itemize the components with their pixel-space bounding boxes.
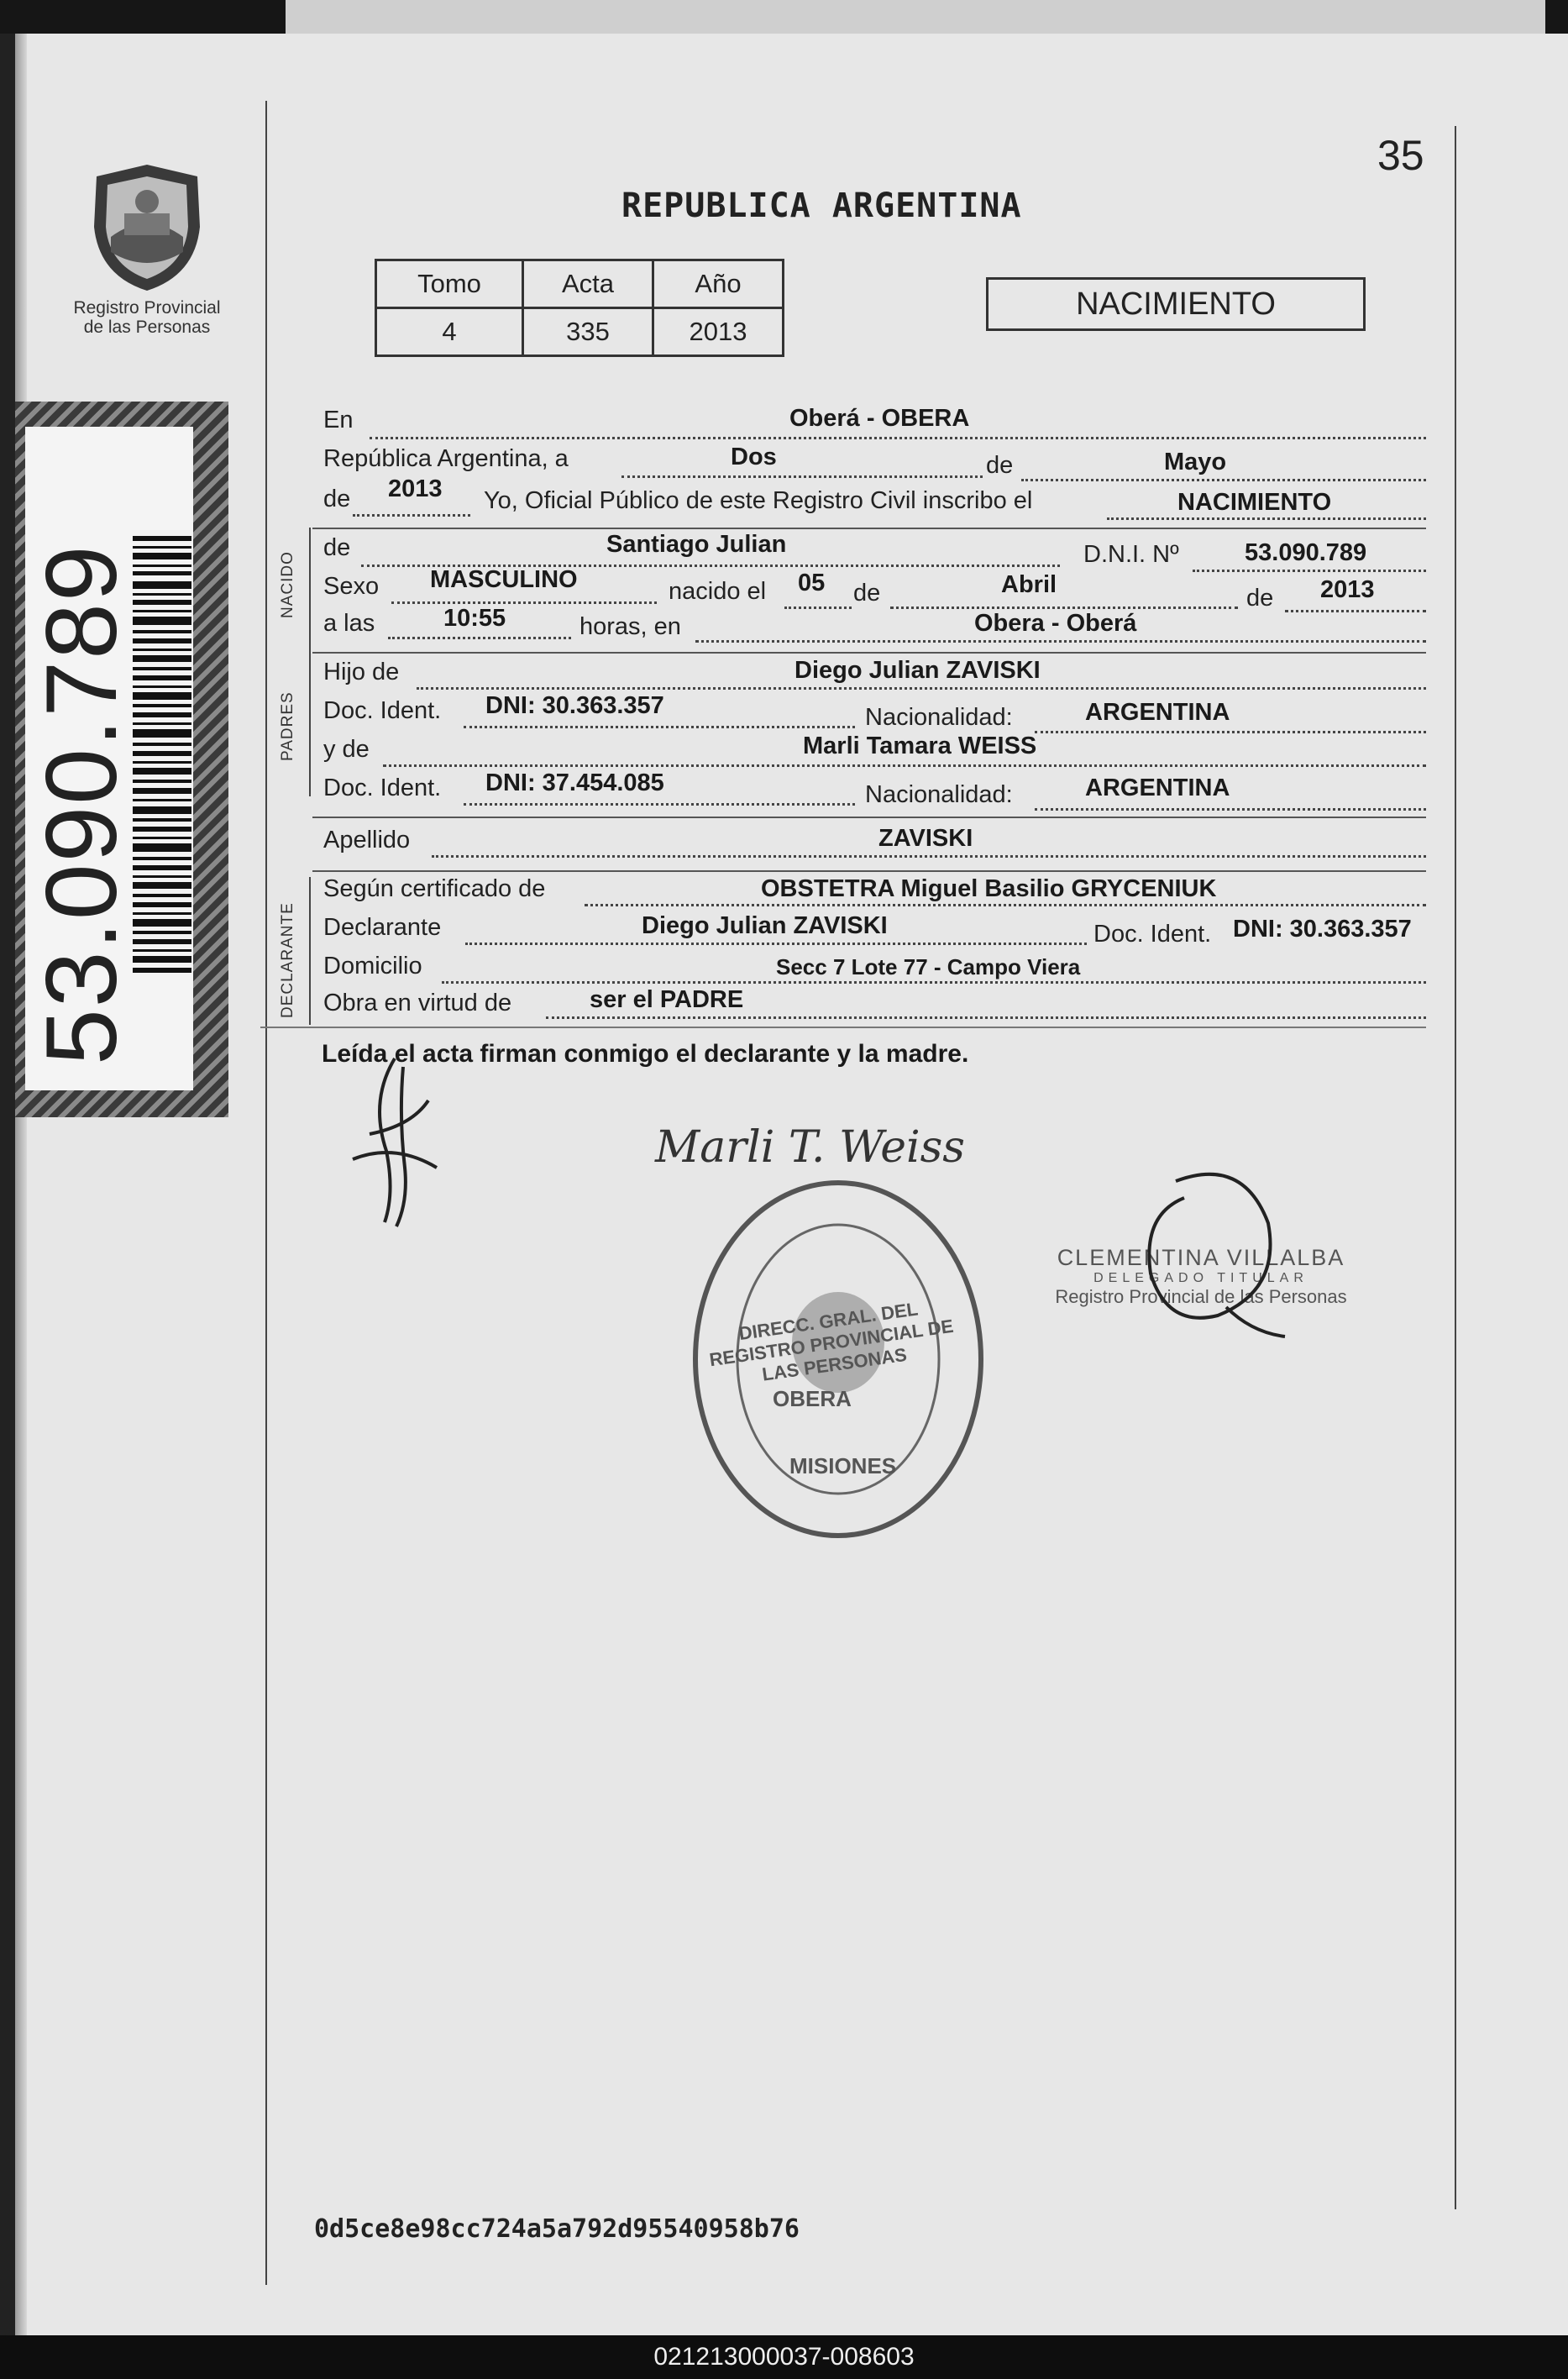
table-value-anio: 2013 <box>653 308 784 356</box>
inscription-type: NACIMIENTO <box>1177 489 1332 516</box>
section-divider <box>312 817 1426 818</box>
en-label: En <box>323 407 354 433</box>
declarante-name: Diego Julian ZAVISKI <box>642 912 888 939</box>
declarante-doc-label: Doc. Ident. <box>1093 921 1212 948</box>
father-nationality-label: Nacionalidad: <box>865 704 1013 731</box>
dotted-line <box>464 803 855 806</box>
declarant-signature-icon <box>336 1050 454 1235</box>
place-value: Oberá - OBERA <box>789 405 970 432</box>
mother-name: Marli Tamara WEISS <box>803 733 1037 759</box>
section-divider <box>260 1027 1426 1028</box>
officer-role: DELEGADO TITULAR <box>1093 1271 1308 1285</box>
section-label-nacido: NACIDO <box>279 551 296 618</box>
certificado-value: OBSTETRA Miguel Basilio GRYCENIUK <box>761 875 1217 902</box>
dotted-line <box>890 607 1238 609</box>
sexo-label: Sexo <box>323 573 380 600</box>
seal-ring-text: DIRECC. GRAL. DEL REGISTRO PROVINCIAL DE LAS PERSONAS <box>708 1298 955 1385</box>
dni-label: D.N.I. Nº <box>1083 541 1179 568</box>
father-doc: DNI: 30.363.357 <box>485 692 664 719</box>
right-margin-line <box>1455 126 1456 2209</box>
section-bracket <box>309 652 311 796</box>
table-value-tomo: 4 <box>376 308 523 356</box>
mother-doc: DNI: 37.454.085 <box>485 769 664 796</box>
section-label-padres: PADRES <box>279 691 296 761</box>
republica-label: República Argentina, a <box>323 445 569 472</box>
document-hash: 0d5ce8e98cc724a5a792d95540958b76 <box>314 2214 800 2244</box>
dotted-line <box>1107 517 1426 520</box>
dotted-line <box>388 637 571 639</box>
nacido-el-label: nacido el <box>669 578 767 605</box>
dotted-line <box>391 601 657 604</box>
child-name: Santiago Julian <box>606 531 787 558</box>
dotted-line <box>370 437 1426 439</box>
registry-table <box>375 259 784 357</box>
dotted-line <box>1285 610 1426 612</box>
obra-label: Obra en virtud de <box>323 990 512 1016</box>
father-nationality: ARGENTINA <box>1085 699 1230 726</box>
day-value: Dos <box>731 444 777 470</box>
nacido-de-label: de <box>323 534 351 561</box>
dotted-line <box>465 943 1087 945</box>
birth-place: Obera - Oberá <box>974 610 1137 637</box>
previous-page-edge <box>286 0 1545 34</box>
domicilio-label: Domicilio <box>323 953 422 979</box>
dotted-line <box>546 1016 1426 1019</box>
dotted-line <box>621 475 983 478</box>
section-bracket <box>309 877 311 1025</box>
mother-nationality: ARGENTINA <box>1085 775 1230 801</box>
act-type-box: NACIMIENTO <box>986 277 1366 331</box>
barcode-bars-icon <box>133 536 191 973</box>
dotted-line <box>695 640 1426 643</box>
section-divider <box>312 652 1426 654</box>
mother-signature: Marli T. Weiss <box>655 1122 965 1173</box>
section-divider <box>312 870 1426 872</box>
barcode-number: 53.090.789 <box>25 544 138 1065</box>
month-value: Mayo <box>1164 449 1227 475</box>
de-year-label: de <box>323 486 351 512</box>
dotted-line <box>1035 808 1426 811</box>
declarante-label: Declarante <box>323 914 442 941</box>
dotted-line <box>417 687 1426 690</box>
page-binding-shadow <box>15 34 27 2335</box>
province-shield-icon <box>84 160 210 294</box>
mother-doc-label: Doc. Ident. <box>323 775 442 801</box>
officer-name: CLEMENTINA VILLALBA <box>1057 1245 1345 1270</box>
obra-value: ser el PADRE <box>590 986 744 1013</box>
table-header-acta: Acta <box>523 260 653 308</box>
de-label-2: de <box>853 580 881 607</box>
dotted-line <box>1035 731 1426 733</box>
y-de-label: y de <box>323 736 370 763</box>
country-title: REPUBLICA ARGENTINA <box>621 186 1022 225</box>
apellido-value: ZAVISKI <box>878 825 973 852</box>
dotted-line <box>585 904 1426 906</box>
dotted-line <box>442 981 1426 984</box>
page-number: 35 <box>1377 132 1424 179</box>
year-value: 2013 <box>388 475 443 502</box>
book-cover-edge <box>0 34 17 2335</box>
dotted-line <box>784 607 852 609</box>
birth-month: Abril <box>1001 571 1057 598</box>
de-label-3: de <box>1246 585 1274 612</box>
seal-city: OBERA <box>773 1386 852 1411</box>
inscribo-text: Yo, Oficial Público de este Registro Civil inscribo el <box>484 487 1033 514</box>
section-label-declarante: DECLARANTE <box>279 902 296 1018</box>
registry-name-line2: de las Personas <box>83 318 211 337</box>
sexo-value: MASCULINO <box>430 566 578 593</box>
seal-province: MISIONES <box>789 1453 897 1478</box>
officer-office: Registro Provincial de las Personas <box>1055 1286 1347 1307</box>
mother-nationality-label: Nacionalidad: <box>865 781 1013 808</box>
section-bracket <box>309 528 311 652</box>
table-header-anio: Año <box>653 260 784 308</box>
dotted-line <box>383 764 1426 767</box>
table-value-acta: 335 <box>523 308 653 356</box>
officer-signature-icon <box>1125 1164 1293 1341</box>
father-name: Diego Julian ZAVISKI <box>794 657 1041 684</box>
footer-id: 021213000037-008603 <box>0 2335 1568 2379</box>
a-las-label: a las <box>323 610 375 637</box>
closing-statement: Leída el acta firman conmigo el declarante y la madre. <box>322 1040 969 1068</box>
dotted-line <box>353 514 470 517</box>
hijo-de-label: Hijo de <box>323 659 400 685</box>
registry-name-line1: Registro Provincial <box>73 298 221 318</box>
domicilio-value: Secc 7 Lote 77 - Campo Viera <box>776 954 1081 979</box>
horas-label: horas, en <box>579 613 681 640</box>
child-dni: 53.090.789 <box>1245 539 1367 566</box>
left-margin-line <box>265 101 267 2285</box>
segun-label: Según certificado de <box>323 875 546 902</box>
birth-time: 10:55 <box>443 605 506 632</box>
dotted-line <box>432 855 1426 858</box>
father-doc-label: Doc. Ident. <box>323 697 442 724</box>
birth-year: 2013 <box>1320 576 1375 603</box>
registry-logo <box>67 160 227 337</box>
barcode-label <box>15 402 228 1117</box>
birth-day: 05 <box>798 570 826 596</box>
dotted-line <box>1193 570 1426 572</box>
de-label: de <box>986 452 1014 479</box>
dotted-line <box>464 726 855 728</box>
declarante-doc: DNI: 30.363.357 <box>1233 916 1412 943</box>
apellido-label: Apellido <box>323 827 411 853</box>
table-header-tomo: Tomo <box>376 260 523 308</box>
dotted-line <box>1021 479 1426 481</box>
section-divider <box>312 528 1426 529</box>
